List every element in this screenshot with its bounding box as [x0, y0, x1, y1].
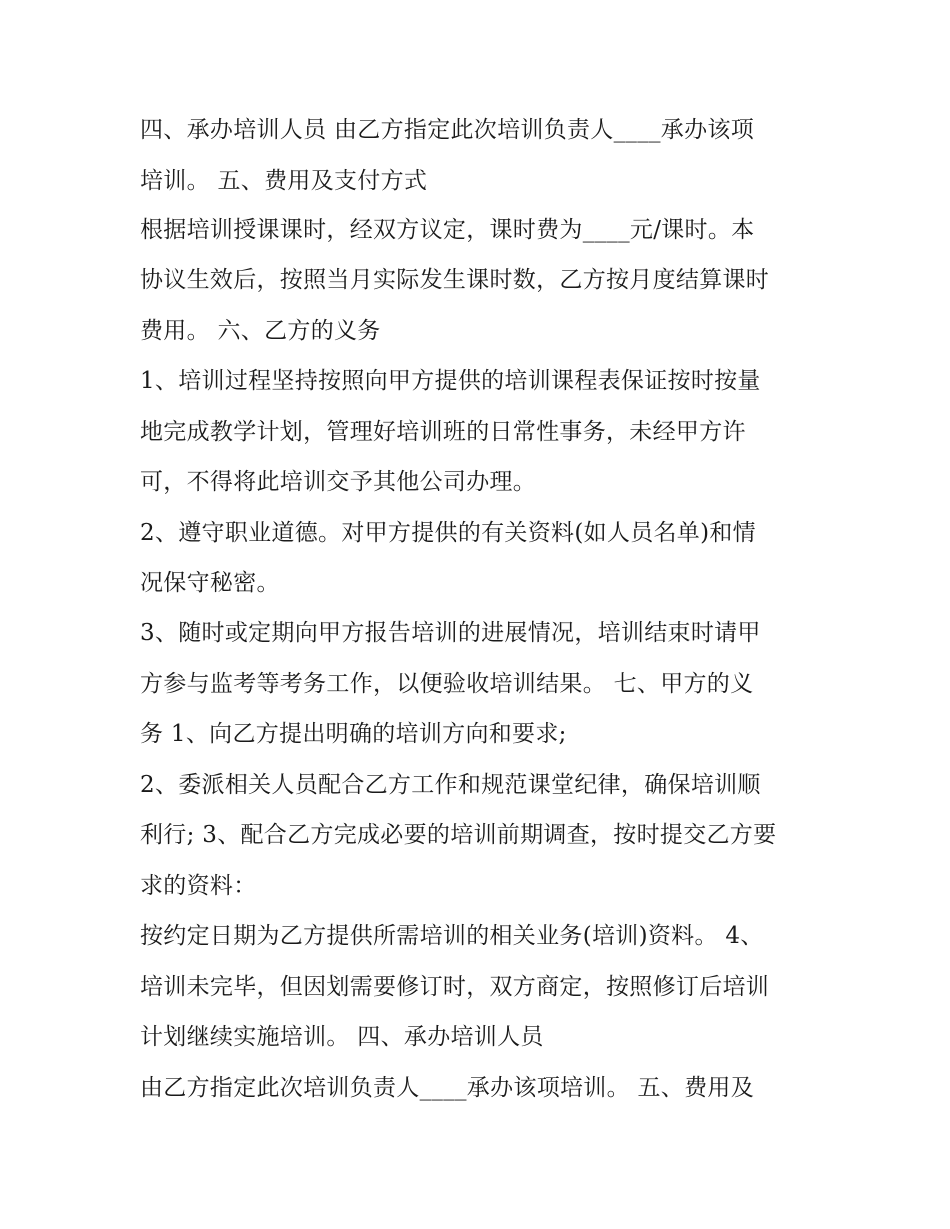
text-line: 况保守秘密。	[140, 570, 280, 596]
text-line: 3、随时或定期向甲方报告培训的进展情况，培训结束时请甲	[140, 620, 761, 646]
text-line: 务 1、向乙方提出明确的培训方向和要求;	[140, 721, 567, 747]
text-line: 2、委派相关人员配合乙方工作和规范课堂纪律，确保培训顺	[140, 772, 761, 798]
text-line: 根据培训授课课时，经双方议定，课时费为____元/课时。本	[140, 217, 755, 243]
text-line: 培训未完毕，但因划需要修订时，双方商定，按照修订后培训	[140, 974, 770, 1000]
text-line: 可，不得将此培训交予其他公司办理。	[140, 469, 537, 495]
text-line: 1、培训过程坚持按照向甲方提供的培训课程表保证按时按量	[140, 368, 761, 394]
text-line: 协议生效后，按照当月实际发生课时数，乙方按月度结算课时	[140, 267, 770, 293]
text-line: 费用。 六、乙方的义务	[140, 318, 381, 344]
text-line: 地完成教学计划，管理好培训班的日常性事务，未经甲方许	[140, 419, 746, 445]
text-line: 2、遵守职业道德。对甲方提供的有关资料(如人员名单)和情	[140, 520, 756, 546]
text-line: 四、承办培训人员 由乙方指定此次培训负责人____承办该项	[140, 117, 755, 143]
text-line: 方参与监考等考务工作，以便验收培训结果。 七、甲方的义	[140, 671, 754, 697]
text-line: 按约定日期为乙方提供所需培训的相关业务(培训)资料。 4、	[140, 923, 764, 949]
text-line: 由乙方指定此次培训负责人____承办该项培训。 五、费用及	[140, 1075, 755, 1101]
text-line: 求的资料：	[140, 873, 257, 899]
text-line: 培训。 五、费用及支付方式	[140, 168, 428, 194]
text-line: 计划继续实施培训。 四、承办培训人员	[140, 1024, 544, 1050]
text-line: 利行; 3、配合乙方完成必要的培训前期调查，按时提交乙方要	[140, 822, 777, 848]
